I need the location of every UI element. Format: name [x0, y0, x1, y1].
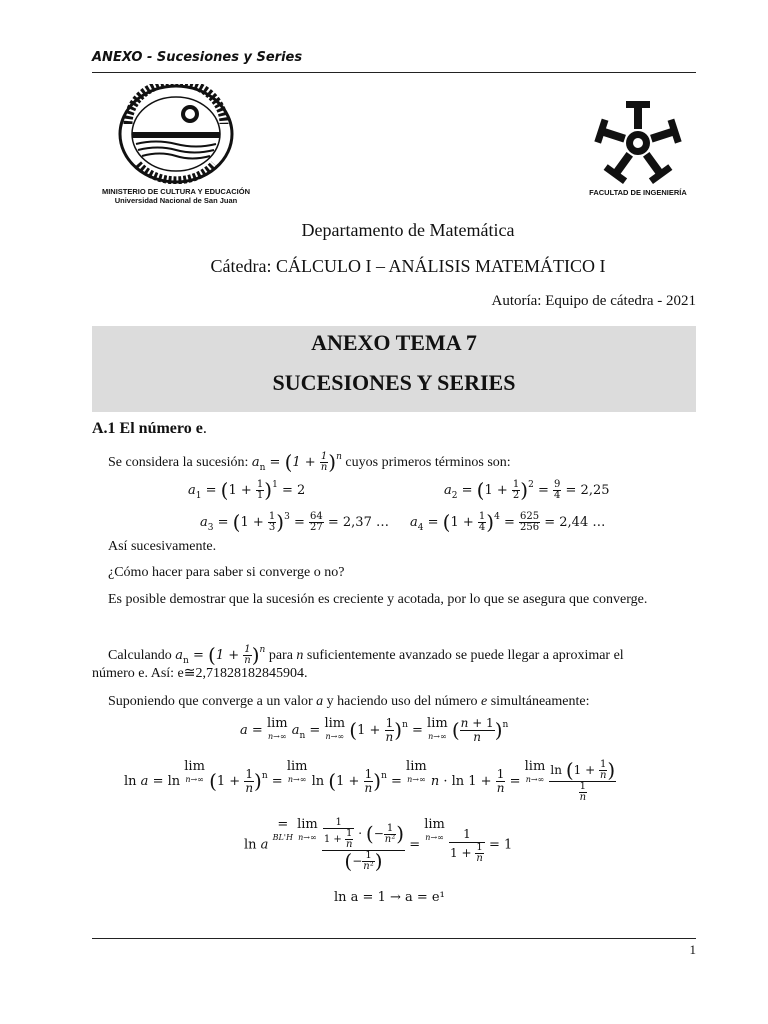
- p5-before: Calculando: [108, 648, 176, 663]
- paragraph-suponiendo: [108, 692, 589, 712]
- derivation-line-2: ln a = ln lim n→∞ (1 + $\frac{1}{n}$ )$^n$ = lim n→∞ ln (1 + $\frac{1}{n}$ )$^n$ = lim n→∞ n · ln 1 + $\frac{1}{n}$ = lim n→∞ ln (1 + $\frac{1}{n}$ ) $\frac{1}{n}$: [124, 758, 616, 803]
- derivation-line-3: ln a = BL'H lim n→∞ 1 1 + $\frac{1}{n}$ · (− $\frac{1}{\text{n²}}$ ) (− $\frac{1}{\text{n²}}$ ) = lim n→∞ 1 1 + $\frac{1}{n}$ = 1: [244, 817, 513, 873]
- sequence-formula: $a_n = (1$ + $\frac{1}{n}$ )$^n$: [251, 450, 342, 474]
- fi-caption: FACULTAD DE INGENIERÍA: [589, 188, 687, 197]
- section-heading: [92, 420, 207, 438]
- p5-n: n: [296, 648, 304, 663]
- banner-line1: ANEXO TEMA 7: [311, 330, 477, 355]
- header-rule: [92, 72, 696, 73]
- catedra-title: Cátedra: CÁLCULO I – ANÁLISIS MATEMÁTICO I: [210, 256, 606, 276]
- calc-formula: $a_n = (1$ + $\frac{1}{n}$ )$^n$: [175, 643, 266, 667]
- equation-a3: $a_3 = (1$ + $\frac{1}{3}$ )$^3$ = $\frac{64}{27}$ = 2,37 …: [200, 510, 389, 534]
- paragraph-e-approx: número e. Así: e≅2,71828182845904.: [92, 666, 308, 681]
- paragraph-asi: Así sucesivamente.: [108, 539, 217, 554]
- p5-mid: para: [268, 648, 297, 663]
- p1-after: cuyos primeros términos son:: [345, 455, 511, 470]
- department-title: Departamento de Matemática: [301, 220, 515, 240]
- p6-a: a: [316, 694, 324, 709]
- section-heading-dot: .: [202, 420, 207, 437]
- unsj-caption-line1: MINISTERIO DE CULTURA Y EDUCACIÓN: [101, 187, 251, 196]
- paragraph-question: ¿Cómo hacer para saber si converge o no?: [108, 565, 345, 580]
- paragraph-sequence-def: [108, 447, 511, 478]
- banner-line2: SUCESIONES Y SERIES: [272, 370, 516, 395]
- equation-a4: $a_4 = (1$ + $\frac{1}{4}$ )$^4$ = $\frac{625}{256}$ = 2,44 …: [410, 510, 606, 534]
- section-heading-e: e: [195, 420, 203, 437]
- unsj-caption-line2: Universidad Nacional de San Juan: [114, 196, 238, 205]
- p6-e: e: [481, 694, 488, 709]
- footer-rule: [92, 938, 696, 939]
- page-number: 1: [689, 942, 696, 957]
- autoria-line: Autoría: Equipo de cátedra - 2021: [491, 293, 696, 309]
- p6-before: Suponiendo que converge a un valor: [108, 694, 317, 709]
- derivation-final: ln a = 1 → a = e¹: [334, 890, 445, 905]
- derivation-line-1: a = lim n→∞ $a_n$ = lim n→∞ (1 + $\frac{1}{n}$ )$^n$ = lim n→∞ ( $\frac{n + 1}{n}$ )$^n$: [240, 716, 509, 744]
- equation-a1: $a_1 = (1$ + $\frac{1}{1}$ )$^1$ = 2: [188, 478, 306, 502]
- p5-after: suficientemente avanzado se puede llegar a aproximar el: [303, 648, 624, 663]
- p6-mid: y haciendo uso del número: [323, 694, 481, 709]
- running-title: ANEXO - Sucesiones y Series: [92, 50, 303, 65]
- fi-gear-logo: [592, 100, 684, 186]
- equation-a2: $a_2 = (1$ + $\frac{1}{2}$ )$^2$ = $\frac{9}{4}$ = 2,25: [444, 478, 610, 502]
- unsj-caption: [92, 187, 260, 205]
- p6-after: simultáneamente:: [487, 694, 590, 709]
- unsj-seal-logo: [118, 84, 234, 184]
- paragraph-convergence: Es posible demostrar que la sucesión es creciente y acotada, por lo que se asegura que converge.: [108, 592, 648, 607]
- section-heading-text: A.1 El número: [92, 420, 196, 437]
- title-banner: [92, 326, 696, 412]
- p1-before: Se considera la sucesión:: [108, 455, 252, 470]
